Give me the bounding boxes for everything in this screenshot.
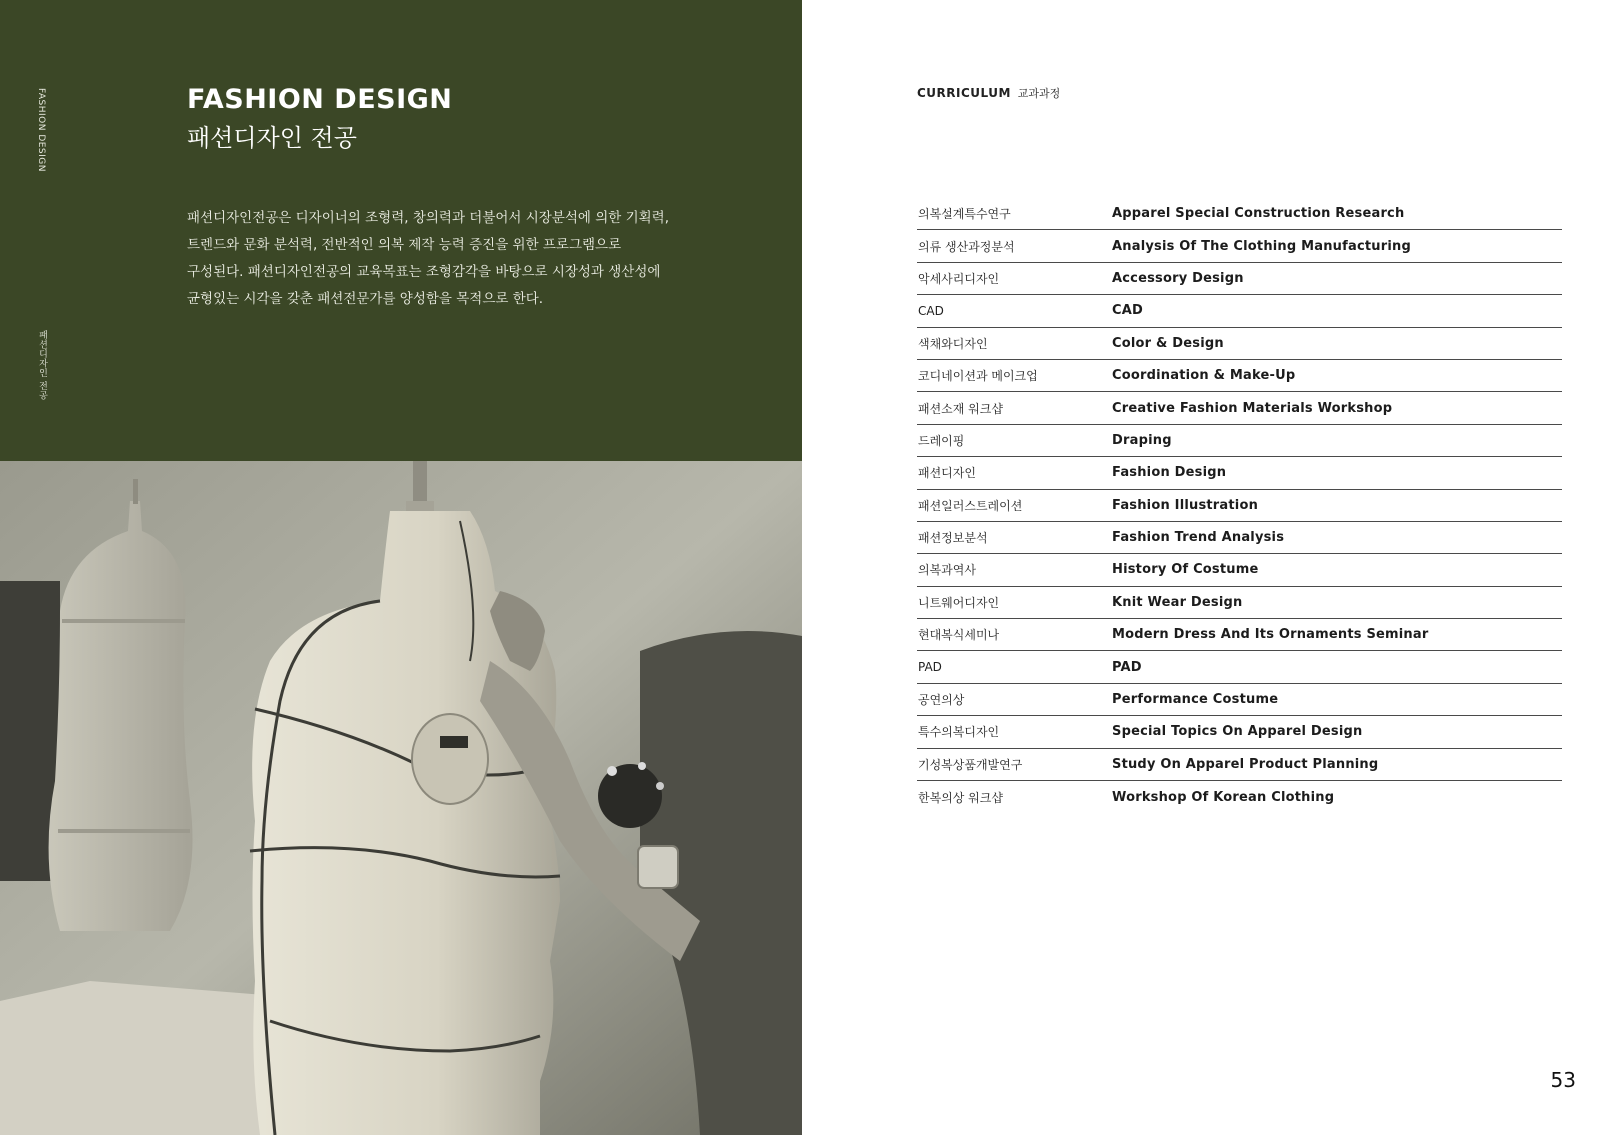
curriculum-heading-ko: 교과과정 (1017, 87, 1061, 100)
curriculum-row (917, 619, 1562, 651)
course-name-ko: 패션정보분석 (918, 531, 988, 546)
course-name-en: Modern Dress And Its Ornaments Seminar (1112, 627, 1429, 643)
course-name-ko: 코디네이션과 메이크업 (918, 369, 1038, 384)
curriculum-row (917, 522, 1562, 554)
course-name-en: Accessory Design (1112, 270, 1244, 286)
right-page (802, 0, 1604, 1135)
course-name-ko: PAD (918, 660, 942, 675)
course-name-ko: 의복설계특수연구 (918, 207, 1011, 222)
curriculum-row (917, 587, 1562, 619)
course-name-en: Special Topics On Apparel Design (1112, 724, 1363, 740)
course-name-ko: 패션디자인 (918, 466, 976, 481)
course-name-en: Study On Apparel Product Planning (1112, 756, 1379, 772)
title-panel (0, 0, 802, 461)
curriculum-row (917, 490, 1562, 522)
course-name-en: Color & Design (1112, 335, 1224, 351)
course-name-en: Knit Wear Design (1112, 594, 1243, 610)
course-name-en: Coordination & Make-Up (1112, 368, 1296, 384)
course-name-ko: 기성복상품개발연구 (918, 757, 1023, 772)
curriculum-heading-en: CURRICULUM (917, 86, 1011, 100)
curriculum-row (917, 716, 1562, 748)
curriculum-row (917, 295, 1562, 327)
curriculum-row (917, 263, 1562, 295)
course-name-ko: CAD (918, 303, 944, 318)
intro-line: 트렌드와 문화 분석력, 전반적인 의복 제작 능력 증진을 위한 프로그램으로 (187, 237, 622, 253)
course-name-ko: 패션일러스트레이션 (918, 498, 1023, 513)
side-label-en: FASHION DESIGN (36, 88, 46, 173)
course-name-ko: 특수의복디자인 (918, 725, 1000, 740)
course-name-ko: 공연의상 (918, 693, 965, 708)
course-name-ko: 현대복식세미나 (918, 628, 1000, 643)
intro-line: 균형있는 시각을 갖춘 패션전문가를 양성함을 목적으로 한다. (187, 291, 544, 307)
course-name-ko: 니트웨어디자인 (918, 595, 1000, 610)
curriculum-table (917, 198, 1562, 813)
course-name-en: Fashion Trend Analysis (1112, 530, 1285, 546)
course-name-en: Workshop Of Korean Clothing (1112, 789, 1335, 805)
page-title-ko: 패션디자인 전공 (187, 124, 357, 152)
course-name-ko: 의류 생산과정분석 (918, 239, 1015, 254)
curriculum-row (917, 457, 1562, 489)
course-name-ko: 악세사리디자인 (918, 271, 1000, 286)
curriculum-row (917, 651, 1562, 683)
course-name-ko: 패션소재 워크샵 (918, 401, 1003, 416)
curriculum-row (917, 360, 1562, 392)
course-name-ko: 드레이핑 (918, 433, 965, 448)
course-name-en: PAD (1112, 659, 1142, 675)
course-name-en: Draping (1112, 432, 1172, 448)
curriculum-row (917, 328, 1562, 360)
intro-text (187, 205, 697, 313)
curriculum-heading (917, 85, 1060, 101)
page-number: 53 (1550, 1068, 1576, 1092)
course-name-ko: 한복의상 워크샵 (918, 790, 1003, 805)
curriculum-row (917, 684, 1562, 716)
course-name-en: Fashion Design (1112, 465, 1227, 481)
course-name-en: Creative Fashion Materials Workshop (1112, 400, 1393, 416)
course-name-en: History Of Costume (1112, 562, 1259, 578)
course-name-en: Analysis Of The Clothing Manufacturing (1112, 238, 1411, 254)
curriculum-row (917, 749, 1562, 781)
dress-form-photo (0, 461, 802, 1135)
intro-line: 구성된다. 패션디자인전공의 교육목표는 조형감각을 바탕으로 시장성과 생산성에 (187, 264, 661, 280)
course-name-ko: 색채와디자인 (918, 336, 988, 351)
course-name-en: CAD (1112, 303, 1143, 319)
curriculum-row (917, 230, 1562, 262)
curriculum-row (917, 392, 1562, 424)
curriculum-row (917, 554, 1562, 586)
course-name-ko: 의복과역사 (918, 563, 976, 578)
course-name-en: Performance Costume (1112, 692, 1279, 708)
curriculum-row (917, 781, 1562, 813)
course-name-en: Apparel Special Construction Research (1112, 206, 1405, 222)
curriculum-row (917, 198, 1562, 230)
curriculum-row (917, 425, 1562, 457)
intro-line: 패션디자인전공은 디자이너의 조형력, 창의력과 더불어서 시장분석에 의한 기획력, (187, 210, 670, 226)
page-title-en: FASHION DESIGN (187, 84, 453, 115)
course-name-en: Fashion Illustration (1112, 497, 1259, 513)
side-label-ko: 패션디자인 전공 (37, 330, 47, 400)
